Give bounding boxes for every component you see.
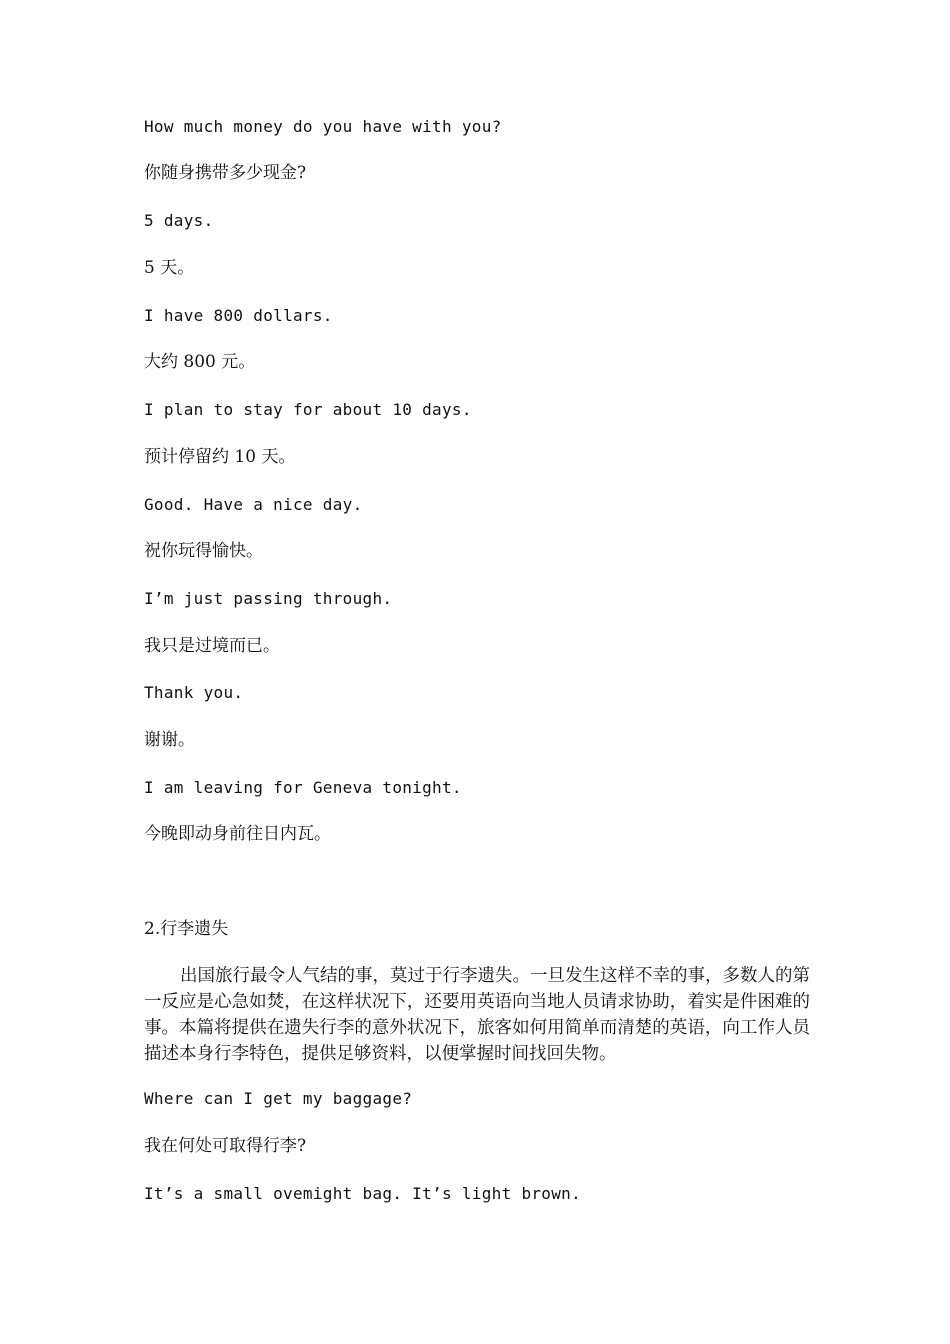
english-line: I plan to stay for about 10 days.	[144, 400, 472, 419]
chinese-line: 你随身携带多少现金?	[144, 163, 307, 183]
english-line: Where can I get my baggage?	[144, 1089, 413, 1108]
english-line: 5 days.	[144, 211, 214, 230]
chinese-line: 我在何处可取得行李?	[144, 1136, 307, 1156]
english-line: I am leaving for Geneva tonight.	[144, 778, 462, 797]
english-line: How much money do you have with you?	[144, 117, 502, 136]
english-line: Good. Have a nice day.	[144, 495, 363, 514]
chinese-line: 今晚即动身前往日内瓦。	[144, 824, 331, 844]
english-line: I have 800 dollars.	[144, 306, 333, 325]
chinese-line: 5 天。	[144, 258, 195, 278]
section-heading: 2.行李遗失	[144, 919, 229, 939]
chinese-line: 大约 800 元。	[144, 352, 256, 372]
english-line: It’s a small ovemight bag. It’s light brown.	[144, 1184, 582, 1203]
chinese-line: 谢谢。	[144, 730, 195, 750]
section-intro-paragraph: 出国旅行最令人气结的事，莫过于行李遗失。一旦发生这样不幸的事，多数人的第一反应是心急如焚，在这样状况下，还要用英语向当地人员请求协助，着实是件困难的事。本篇将提供在遗失行李的意外状况下，旅客如何用简单而清楚的英语，向工作人员描述本身行李特色，提供足够资料，以便掌握时间找回失物。	[144, 966, 810, 1064]
chinese-line: 我只是过境而已。	[144, 636, 280, 656]
english-line: I’m just passing through.	[144, 589, 393, 608]
english-line: Thank you.	[144, 683, 244, 702]
chinese-line: 预计停留约 10 天。	[144, 447, 296, 467]
chinese-line: 祝你玩得愉快。	[144, 541, 263, 561]
